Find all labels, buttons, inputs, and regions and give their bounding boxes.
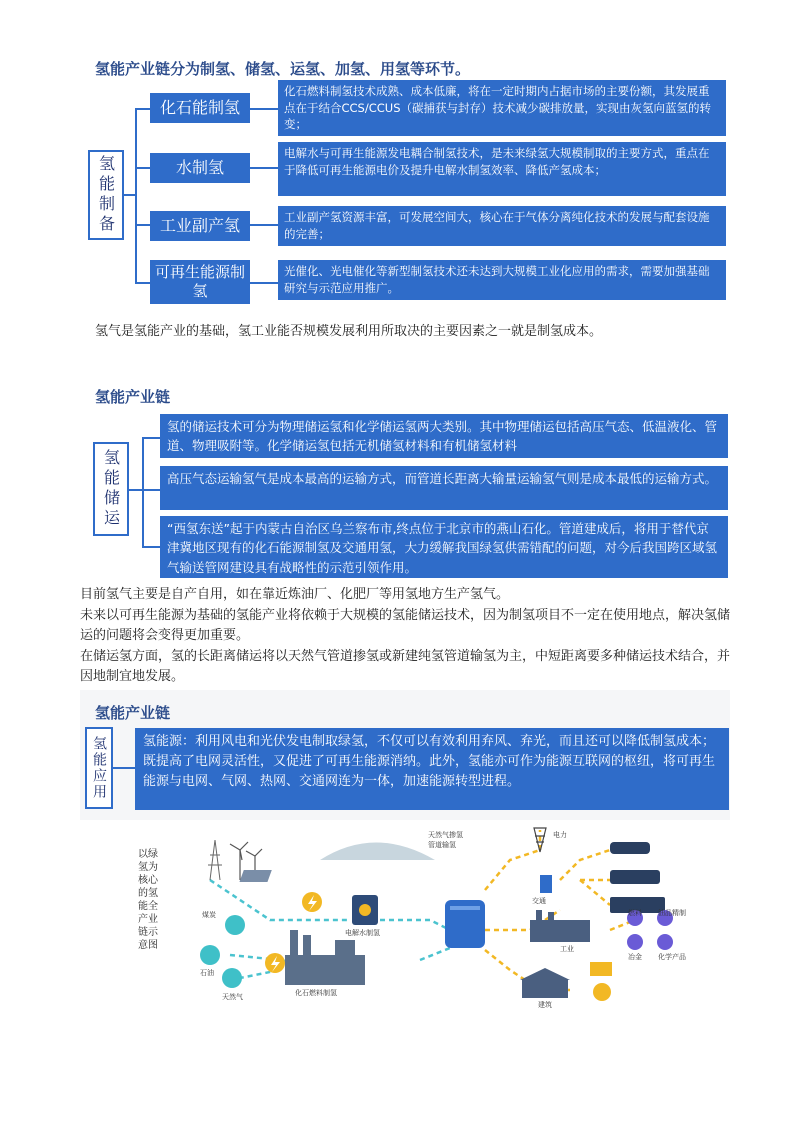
connector [135, 224, 150, 226]
factory-icon [285, 930, 365, 985]
storage-desc-1: 氢的储运技术可分为物理储运氢和化学储运氢两大类别。其中物理储运包括高压气态、低温液化、管道、物理吸附等。化学储运氢包括无机储氢材料和有机储氢材料 [160, 414, 728, 458]
section3-root-box [85, 727, 113, 809]
flow-line [380, 920, 450, 930]
metallurgy-icon [627, 934, 643, 950]
section1-root-label: 氢能制备 [96, 155, 116, 235]
section2-root-box [93, 442, 129, 536]
chemical-icon [657, 934, 673, 950]
label-industry: 工业 [560, 945, 574, 953]
connector [113, 767, 135, 769]
section2-title: 氢能产业链 [95, 388, 171, 406]
flow-line [560, 850, 610, 880]
fuel-pump-icon [540, 875, 552, 893]
connector [135, 108, 137, 283]
label-fuel: 燃料 [628, 909, 642, 917]
label-gas: 天然气 [222, 993, 243, 1001]
building-icon [520, 968, 570, 998]
label-natural-gas-pipeline: 天然气掺氢管道输氢 [428, 831, 463, 849]
connector [142, 546, 160, 548]
connector [250, 167, 278, 169]
label-building: 建筑 [538, 1001, 552, 1009]
section1-footer: 氢气是氢能产业的基础，氢工业能否规模发展利用所取决的主要因素之一就是制氢成本。 [95, 324, 603, 339]
desc-byproduct: 工业副产氢资源丰富，可发展空间大，核心在于气体分离纯化技术的发展与配套设施的完善； [278, 206, 726, 246]
section1-root-box [88, 150, 124, 240]
gas-icon [222, 968, 242, 988]
section2-paragraph-2: 未来以可再生能源为基础的氢能产业将依赖于大规模的氢能储运技术，因为制氢项目不一定在使用地点，解决氢储运的问题将会变得更加重要。 [80, 608, 731, 644]
connector [142, 489, 160, 491]
vehicle-icons [610, 842, 665, 913]
connector [250, 108, 278, 110]
desc-renewable: 光催化、光电催化等新型制氢技术还未达到大规模工业化应用的需求，需要加强基础研究与示范应用推广。 [278, 260, 726, 300]
desc-water: 电解水与可再生能源发电耦合制氢技术，是未来绿氢大规模制取的主要方式，重点在于降低可再生能源电价及提升电解水制氢效率、降低产氢成本； [278, 142, 726, 196]
section2-paragraph-3: 在储运氢方面，氢的长距离储运将以天然气管道掺氢或新建纯氢管道输氢为主，中短距离要多种储运技术结合，并因地制宜地发展。 [80, 649, 731, 685]
flow-line [485, 850, 540, 890]
label-transport: 交通 [532, 897, 546, 905]
connector [135, 282, 150, 284]
connector [142, 437, 160, 439]
category-byproduct: 工业副产氢 [150, 211, 250, 241]
section2-paragraph-1: 目前氢气主要是自产自用，如在靠近炼油厂、化肥厂等用氢地方生产氢气。 [80, 587, 510, 602]
flow-line [580, 880, 610, 905]
category-water: 水制氢 [150, 153, 250, 183]
industry-chain-diagram [90, 820, 730, 1012]
desc-fossil: 化石燃料制氢技术成熟、成本低廉，将在一定时期内占据市场的主要份额，其发展重点在于结合CCS/CCUS（碳捕获与封存）技术减少碳排放量，实现由灰氢向蓝氢的转变； [278, 80, 726, 136]
connector [250, 224, 278, 226]
label-power: 电力 [553, 831, 567, 839]
gas-dome-shape [320, 843, 435, 861]
coal-icon [225, 915, 245, 935]
diagram-caption: 以绿氢为核心的氢能全产业链示意图 [138, 849, 158, 951]
battery-icon [590, 962, 612, 976]
section1-title: 氢能产业链分为制氢、储氢、运氢、加氢、用氢等环节。 [95, 60, 471, 78]
label-electrolysis: 电解水制氢 [345, 929, 380, 937]
industry-icon [530, 910, 590, 942]
power-tower-icon [208, 840, 222, 880]
application-desc: 氢能源：利用风电和光伏发电制取绿氢，不仅可以有效利用弃风、弃光，而且还可以降低制氢成本；既提高了电网灵活性，又促进了可再生能源消纳。此外，氢能亦可作为能源互联网的枢纽，将可再生能源与电网、气网、热网、交通网连为一体，加速能源转型进程。 [135, 728, 729, 810]
connector [135, 167, 150, 169]
section2-root-label: 氢能储运 [101, 449, 121, 529]
connector [135, 108, 150, 110]
label-refining: 油品精制 [658, 909, 686, 917]
connector [250, 282, 278, 284]
label-chemical: 化学产品 [658, 953, 686, 961]
storage-desc-3: “西氢东送”起于内蒙古自治区乌兰察布市,终点位于北京市的燕山石化。管道建成后，将用于替代京津冀地区现有的化石能源制氢及交通用氢，大力缓解我国绿氢供需错配的问题，对今后我国跨区域氢气输送管网建设具有战略性的示范引领作用。 [160, 516, 728, 578]
electricity-icon [593, 983, 611, 1001]
flow-line [210, 880, 350, 920]
label-oil: 石油 [200, 969, 214, 977]
solar-panel-icon [239, 870, 271, 882]
label-coal: 煤炭 [202, 911, 216, 919]
storage-desc-2: 高压气态运输氢气是成本最高的运输方式，而管道长距离大输量运输氢气则是成本最低的运输方式。 [160, 466, 728, 510]
label-fossil: 化石燃料制氢 [295, 989, 337, 997]
section3-root-label: 氢能应用 [91, 736, 107, 800]
category-renewable: 可再生能源制氢 [150, 260, 250, 304]
oil-icon [200, 945, 220, 965]
connector [142, 437, 144, 547]
category-fossil: 化石能制氢 [150, 93, 250, 123]
connector [129, 489, 143, 491]
section3-title: 氢能产业链 [95, 704, 171, 722]
label-metallurgy: 冶金 [628, 953, 642, 961]
